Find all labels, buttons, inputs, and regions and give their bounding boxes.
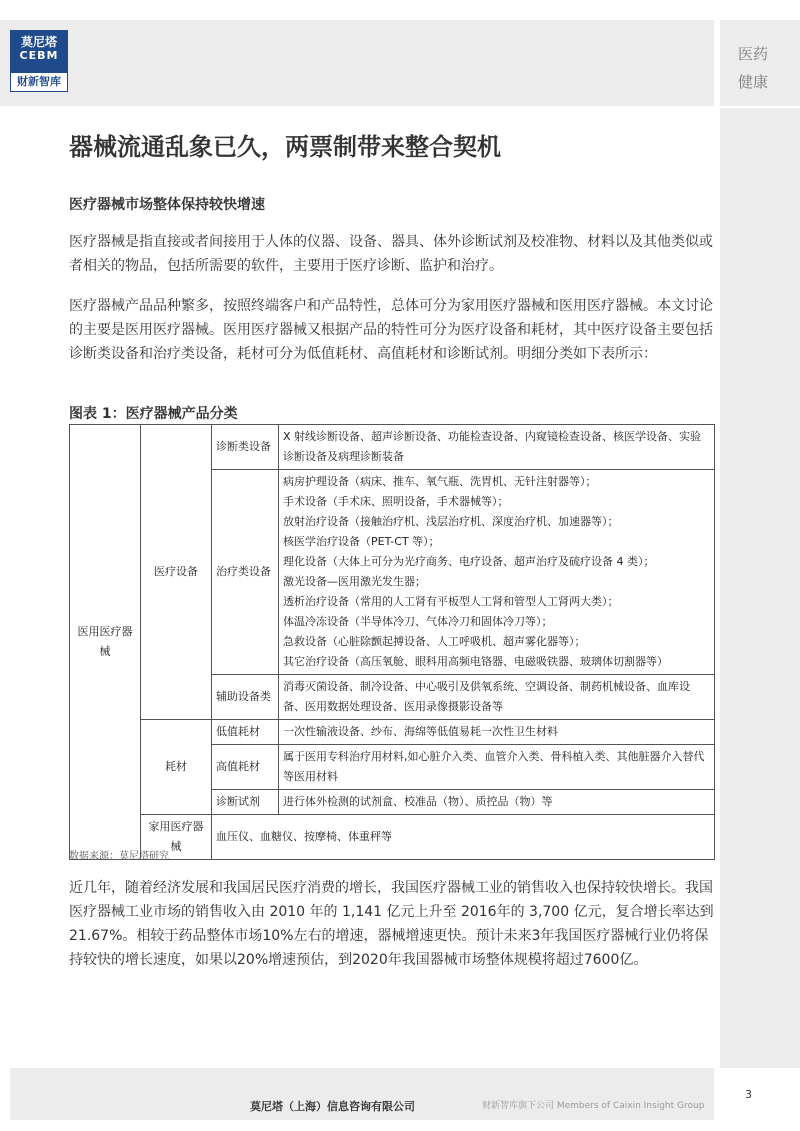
page-number: 3 — [745, 1088, 752, 1101]
treatment-list — [279, 470, 715, 675]
category-desc: 进行体外检测的试剂盒、校准品（物）、质控品（物）等 — [279, 790, 715, 815]
table-row — [70, 425, 715, 470]
medical-device-cell: 医用医疗器械 — [70, 425, 141, 860]
list-item: 放射治疗设备（接触治疗机、浅层治疗机、深度治疗机、加速器等）； — [283, 515, 619, 528]
list-item: 理化设备（大体上可分为光疗商务、电疗设备、超声治疗及硫疗设备 4 类）； — [283, 555, 655, 568]
figure-title: 图表 1：医疗器械产品分类 — [69, 406, 238, 422]
footer-company: 莫尼塔（上海）信息咨询有限公司 — [250, 1100, 415, 1113]
list-item: 透析治疗设备（常用的人工肾有平板型人工肾和管型人工肾两大类）； — [283, 595, 619, 608]
page-title: 器械流通乱象已久，两票制带来整合契机 — [69, 133, 501, 161]
consumables-cell: 耗材 — [141, 720, 212, 815]
section-label — [733, 40, 773, 96]
cebm-logo — [10, 30, 68, 92]
category-desc: 一次性输液设备、纱布、海绵等低值易耗一次性卫生材料 — [279, 720, 715, 745]
logo-cn: 莫尼塔 — [20, 35, 57, 49]
category-name: 诊断类设备 — [212, 425, 279, 470]
list-item: 手术设备（手术床、照明设备，手术器械等）； — [283, 495, 509, 508]
section-subheading: 医疗器械市场整体保持较快增速 — [69, 197, 265, 213]
classification-table — [69, 424, 715, 860]
logo-en: CEBM — [19, 49, 59, 62]
list-item: 核医学治疗设备（PET-CT 等）； — [283, 535, 440, 548]
equipment-cell: 医疗设备 — [141, 425, 212, 720]
home-device-desc: 血压仪、血糖仪、按摩椅、体重秤等 — [212, 815, 715, 860]
section-label-line2: 健康 — [737, 73, 768, 91]
category-desc: 属于医用专科治疗用材料,如心脏介入类、血管介入类、骨科植入类、其他脏器介入替代等医用材料 — [279, 745, 715, 790]
side-column — [720, 108, 800, 1068]
home-device-cell: 家用医疗器械 — [141, 815, 212, 860]
list-item: 体温冷冻设备（半导体冷刀、气体冷刀和固体冷刀等）； — [283, 615, 553, 628]
list-item: 急救设备（心脏除颤起搏设备、人工呼吸机、超声雾化器等）； — [283, 635, 586, 648]
category-name: 诊断试剂 — [212, 790, 279, 815]
category-name: 辅助设备类 — [212, 675, 279, 720]
category-desc: 消毒灭菌设备、制冷设备、中心吸引及供氧系统、空调设备、制药机械设备、血库设备、医用数据处理设备、医用录像摄影设备等 — [279, 675, 715, 720]
category-name: 高值耗材 — [212, 745, 279, 790]
list-item: 激光设备—医用激光发生器； — [283, 575, 426, 588]
list-item: 病房护理设备（病床、推车、氧气瓶、洗胃机、无针注射器等）； — [283, 475, 597, 488]
header-band — [0, 20, 714, 106]
list-item: 其它治疗设备（高压氧舱、眼科用高频电铬器、电磁吸铁器、玻璃体切割器等） — [283, 655, 668, 668]
table-row — [70, 720, 715, 745]
paragraph-definition: 医疗器械是指直接或者间接用于人体的仪器、设备、器具、体外诊断试剂及校准物、材料以及其他类似或者相关的物品，包括所需要的软件，主要用于医疗诊断、监护和治疗。 — [69, 234, 713, 274]
category-desc: X 射线诊断设备、超声诊断设备、功能检查设备、内窥镜检查设备、核医学设备、实验诊断设备及病理诊断装备 — [279, 425, 715, 470]
footer-group: 财新智库旗下公司 Members of Caixin Insight Group — [482, 1101, 705, 1111]
category-name: 低值耗材 — [212, 720, 279, 745]
data-source: 数据来源：莫尼塔研究 — [69, 851, 169, 862]
logo-sub: 财新智库 — [10, 72, 68, 92]
section-label-line1: 医药 — [737, 45, 768, 63]
paragraph-market-growth: 近几年，随着经济发展和我国居民医疗消费的增长，我国医疗器械工业的销售收入也保持较快增长。我国医疗器械工业市场的销售收入由 2010 年的 1,141 亿元上升至 2016年的 3,700 亿元，复合增长率达到 21.67%。相较于药品整体市场10%左右的增速，器械增速更快。预计未来3年我国医疗器械行业仍将保持较快的增长速度，如果以20%增速预估，到2020年我国器械市场整体规模将超过7600亿。 — [69, 880, 714, 968]
category-name: 治疗类设备 — [212, 470, 279, 675]
paragraph-classification: 医疗器械产品品种繁多，按照终端客户和产品特性，总体可分为家用医疗器械和医用医疗器械。本文讨论的主要是医用医疗器械。医用医疗器械又根据产品的特性可分为医疗设备和耗材，其中医疗设备主要包括诊断类设备和治疗类设备，耗材可分为低值耗材、高值耗材和诊断试剂。明细分类如下表所示： — [69, 298, 713, 362]
